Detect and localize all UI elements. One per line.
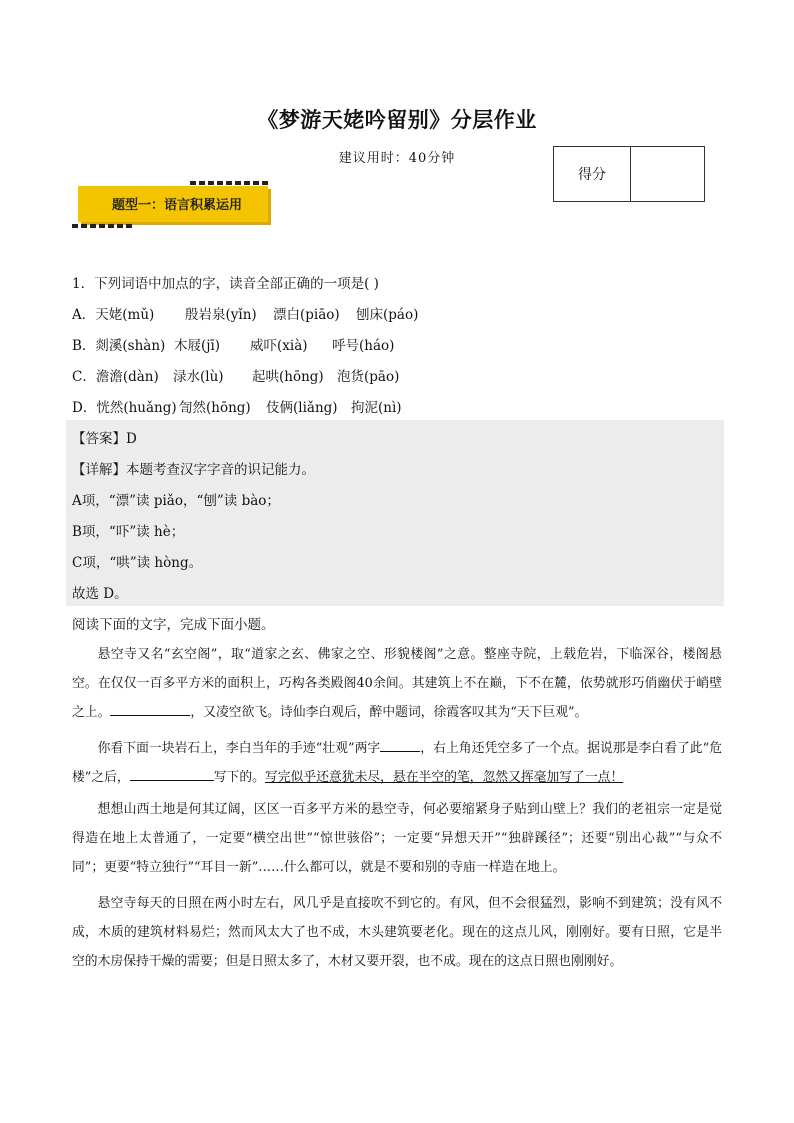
option-a-word: 刨床(páo) — [356, 307, 419, 323]
option-b-word: 木屐(jī) — [174, 338, 221, 354]
reading-intro: 阅读下面的文字，完成下面小题。 — [72, 617, 275, 633]
fill-blank[interactable] — [110, 703, 190, 716]
answer-final: 故选 D。 — [72, 586, 128, 602]
option-c — [72, 365, 399, 385]
answer-line: 【答案】D — [72, 431, 137, 447]
option-d-word: 拘泥(nì) — [351, 400, 402, 416]
passage-paragraph-1 — [72, 640, 722, 727]
passage-paragraph-3: 想想山西土地是何其辽阔，区区一百多平方米的悬空寺，何必要缩紧身子贴到山壁上？我们的老祖宗一定是觉得造在地上太普通了，一定要“横空出世”“惊世骇俗”；一定要“异想天开”“独辟蹊径”；还要“别出心裁”“与众不同”；更要“特立独行”“耳目一新”……什么都可以，就是不要和别的寺庙一样造在地上。 — [72, 802, 722, 875]
option-b-word: 呼号(háo) — [332, 338, 395, 354]
passage-paragraph-4: 悬空寺每天的日照在两小时左右，风几乎是直接吹不到它的。有风，但不会很猛烈，影响不到建筑；没有风不成，木质的建筑材料易烂；然而风太大了也不成，木头建筑要老化。现在的这点儿风，刚刚好。要有日照，它是半空的木房保持干燥的需要；但是日照太多了，木材又要开裂，也不成。现在的这点日照也刚刚好。 — [72, 896, 722, 969]
page-title: 《梦游天姥吟留别》分层作业 — [257, 108, 537, 132]
question-stem: 1．下列词语中加点的字，读音全部正确的一项是( ) — [72, 276, 379, 292]
option-a — [72, 303, 418, 323]
option-a-word: A．天姥(mǔ) — [72, 307, 155, 323]
banner-dots-decoration — [72, 224, 132, 228]
suggested-time: 建议用时：40分钟 — [338, 151, 456, 166]
option-b-word: 威吓(xià) — [250, 338, 308, 354]
passage-text: 写下的。 — [213, 770, 265, 785]
passage-text: ，又凌空欲飞。诗仙李白观后，醉中题词，徐霞客叹其为“天下巨观”。 — [190, 705, 588, 720]
score-label: 得分 — [554, 147, 631, 201]
option-c-word: 渌水(lù) — [173, 369, 224, 385]
answer-c: C项，“哄”读 hòng。 — [72, 555, 203, 571]
option-d-word: D．恍然(huǎng) — [72, 400, 177, 416]
option-c-word: 泡货(pāo) — [337, 369, 400, 385]
answer-panel — [66, 420, 724, 606]
score-box — [553, 146, 705, 202]
fill-blank[interactable] — [380, 739, 420, 752]
passage-paragraph-2 — [72, 734, 722, 792]
section-title: 题型一：语言积累运用 — [112, 198, 243, 213]
answer-a: A项，“漂”读 piǎo，“刨”读 bào； — [72, 493, 280, 509]
passage-text: ，右上角还凭空多了一个点。据说那是李白看了此“危楼”之后， — [72, 741, 722, 785]
answer-b: B项，“吓”读 hè； — [72, 524, 185, 540]
fill-blank[interactable] — [130, 768, 214, 781]
option-a-word: 殷岩泉(yǐn) — [185, 307, 257, 323]
score-value-cell[interactable] — [631, 147, 704, 201]
option-b — [72, 334, 394, 354]
passage-text: 悬空寺又名“玄空阁”，取“道家之玄、佛家之空、形貌楼阁”之意。整座寺院，上载危岩，下临深谷，楼阁悬空。在仅仅一百多平方米的面积上，巧构各类殿阁40余间。其建筑上不在巅，下不在麓，依势就形巧俏幽伏于峭壁之上。 — [72, 647, 722, 720]
option-b-word: B．剡溪(shàn) — [72, 338, 166, 354]
option-d-word: 訇然(hōng) — [179, 400, 251, 416]
answer-detail: 【详解】本题考查汉字字音的识记能力。 — [72, 462, 315, 478]
option-d — [72, 396, 402, 416]
option-d-word: 伎俩(liǎng) — [266, 400, 338, 416]
passage-text: 你看下面一块岩石上，李白当年的手迹“壮观”两字 — [97, 741, 381, 756]
underlined-sentence: 写完似乎还意犹未尽，悬在半空的笔，忽然又挥毫加写了一点！ — [264, 770, 624, 785]
option-a-word: 漂白(piāo) — [273, 307, 340, 323]
section-banner — [70, 178, 270, 228]
option-c-word: 起哄(hōng) — [252, 369, 324, 385]
option-c-word: C．澹澹(dàn) — [72, 369, 159, 385]
banner-dots-decoration — [190, 181, 270, 185]
